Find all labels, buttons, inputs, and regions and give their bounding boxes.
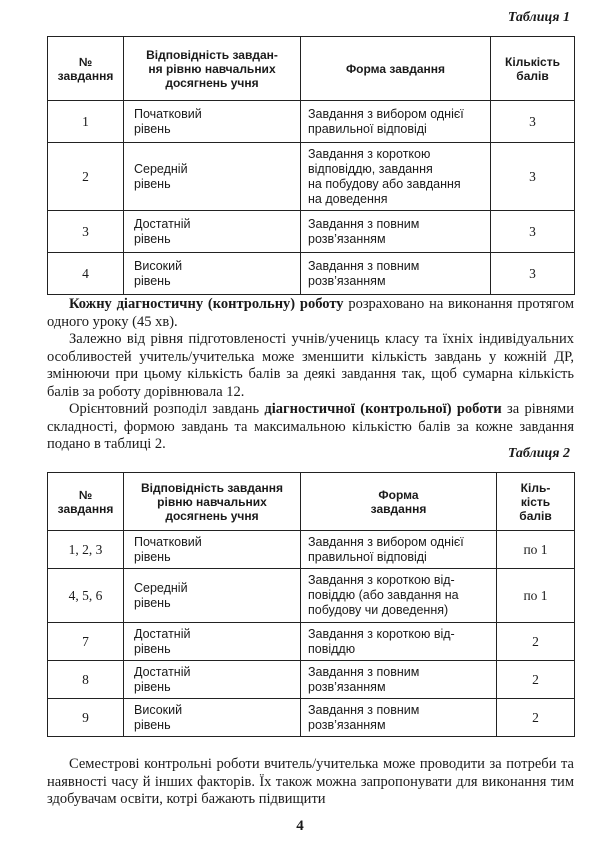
task-number: 7: [48, 623, 124, 661]
table1-header-form: Форма завдання: [345, 61, 446, 76]
table2-header-cell: [124, 473, 301, 531]
table2-header-level: Відповідність завдання рівню навчальних досягнень учня: [140, 480, 283, 523]
paragraph-3-start: Орієнтовний розподіл завдань: [69, 401, 260, 417]
page-number: 4: [296, 818, 304, 834]
paragraph-3: [47, 401, 574, 454]
level-cell: Середній рівень: [124, 143, 301, 211]
table1-caption: Таблиця 1: [507, 10, 570, 25]
points-cell: 3: [491, 253, 575, 295]
table-row: [48, 143, 575, 211]
paragraph-3-rest: за рівнями складності, формою завдань та максимальною кількістю балів за кожне завдання подано в таблиці 2.: [47, 401, 574, 452]
table-row: [48, 253, 575, 295]
level-cell: Достатній рівень: [124, 623, 301, 661]
table1-header-num: № завдання: [57, 54, 114, 83]
form-cell: Завдання з повним розв’язанням: [301, 253, 491, 295]
table1-header-cell: [48, 37, 124, 101]
level-cell: Високий рівень: [124, 699, 301, 737]
level-cell: Достатній рівень: [124, 661, 301, 699]
paragraph-1-bold: Кожну діагностичну (контрольну) роботу: [69, 296, 344, 312]
table2-header-num: № завдання: [57, 487, 114, 516]
table2: [47, 472, 575, 737]
level-cell: Початковий рівень: [124, 101, 301, 143]
points-cell: по 1: [497, 531, 575, 569]
table2-caption: Таблиця 2: [507, 446, 570, 461]
points-cell: 2: [497, 623, 575, 661]
table-row: [48, 699, 575, 737]
form-cell: Завдання з повним розв’язанням: [301, 211, 491, 253]
task-number: 2: [48, 143, 124, 211]
task-number: 4: [48, 253, 124, 295]
table-row: [48, 211, 575, 253]
points-cell: по 1: [497, 569, 575, 623]
points-cell: 3: [491, 211, 575, 253]
table1-header-cell: [301, 37, 491, 101]
form-cell: Завдання з вибором однієї правильної відповіді: [301, 101, 491, 143]
paragraph-1: [47, 296, 574, 331]
table2-header-cell: [48, 473, 124, 531]
level-cell: Середній рівень: [124, 569, 301, 623]
table-row: [48, 569, 575, 623]
task-number: 9: [48, 699, 124, 737]
table1: [47, 36, 575, 295]
form-cell: Завдання з короткою відповіддю, завдання на побудову або завдання на доведення: [301, 143, 491, 211]
table1-header-cell: [124, 37, 301, 101]
table-row: [48, 101, 575, 143]
points-cell: 3: [491, 101, 575, 143]
table2-header-cell: [301, 473, 497, 531]
table2-header-form: Форма завдання: [370, 487, 427, 516]
level-cell: Початковий рівень: [124, 531, 301, 569]
table2-header-cell: [497, 473, 575, 531]
form-cell: Завдання з повним розв’язанням: [301, 661, 497, 699]
paragraph-1-rest: розраховано на виконання протягом одного уроку (45 хв).: [47, 296, 575, 330]
form-cell: Завдання з повним розв’язанням: [301, 699, 497, 737]
paragraph-3-bold: діагностичної (контрольної) роботи: [259, 401, 502, 417]
task-number: 8: [48, 661, 124, 699]
table1-header-level: Відповідність завдан- ня рівню навчальних досягнень учня: [146, 47, 278, 90]
level-cell: Високий рівень: [124, 253, 301, 295]
form-cell: Завдання з вибором однієї правильної відповіді: [301, 531, 497, 569]
form-cell: Завдання з короткою від- повіддю: [301, 623, 497, 661]
points-cell: 3: [491, 143, 575, 211]
task-number: 1, 2, 3: [48, 531, 124, 569]
task-number: 3: [48, 211, 124, 253]
level-cell: Достатній рівень: [124, 211, 301, 253]
table1-header-points: Кількість балів: [505, 54, 560, 83]
table2-header-points: Кіль- кість балів: [519, 480, 552, 523]
task-number: 4, 5, 6: [48, 569, 124, 623]
paragraph-final: Семестрові контрольні роботи вчитель/учителька може проводити за потреби та наявності часу й інших факторів. Їх також можна запропонувати для виконання тим здобувачам освіти, котрі бажають підвищити: [47, 756, 574, 807]
table1-header-cell: [491, 37, 575, 101]
task-number: 1: [48, 101, 124, 143]
table-row: [48, 531, 575, 569]
points-cell: 2: [497, 699, 575, 737]
paragraph-2: Залежно від рівня підготовленості учнів/учениць класу та їхніх індивідуальних особливостей учитель/учителька може зменшити кількість завдань у кожній ДР, змінюючи при цьому кількість балів за деякі завдання так, щоб сумарна кількість балів за роботу дорівнювала 12.: [47, 331, 574, 400]
form-cell: Завдання з короткою від- повіддю (або завдання на побудову чи доведення): [301, 569, 497, 623]
points-cell: 2: [497, 661, 575, 699]
table-row: [48, 661, 575, 699]
table-row: [48, 623, 575, 661]
